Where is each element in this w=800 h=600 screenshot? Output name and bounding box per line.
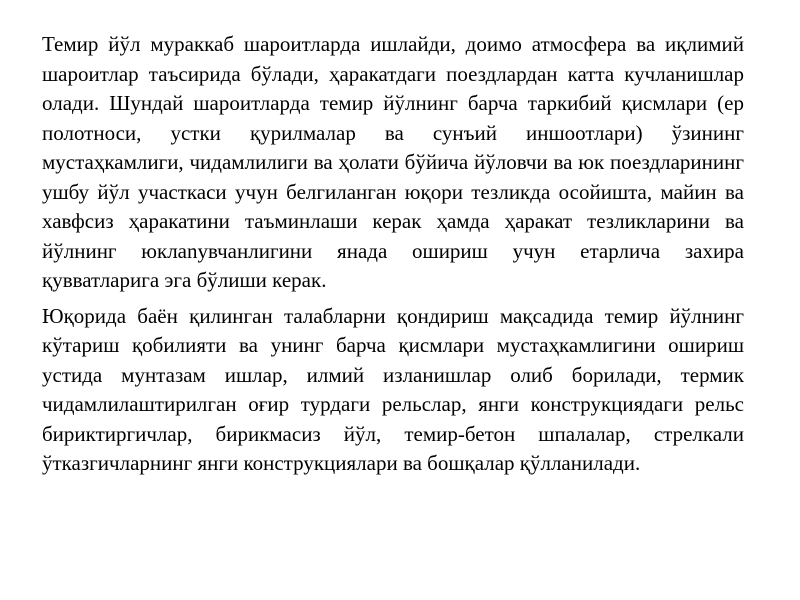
paragraph-2: Юқорида баён қилинган талабларни қондириш мақсадида темир йўлнинг кўтариш қобилияти ва унинг барча қисмлари мустаҳкамлигини ошириш устида мунтазам ишлар, илмий изланишлар олиб борилади, термик чидамлилаштирилган оғир турдаги рельслар, янги конструкциядаги рельс бириктиргичлар, бирикмасиз йўл, темир-бетон шпалалар, стрелкали ўтказгичларнинг янги конструкциялари ва бошқалар қўлланилади.: [42, 303, 744, 475]
paragraph-1: Темир йўл мураккаб шароитларда ишлайди, доимо атмосфера ва иқлимий шароитлар таъсирида бўлади, ҳаракатдаги поездлардан катта кучланишлар олади. Шундай шароитларда темир йўлнинг барча таркибий қисмлари (ер полотноси, устки қурилмалар ва сунъий иншоотлари) ўзининг мустаҳкамлиги, чидамлилиги ва ҳолати бўйича йўловчи ва юк поездларининг ушбу йўл участкаси учун белгиланган юқори тезликда осойишта, майин ва хавфсиз ҳаракатини таъминлаши керак ҳамда ҳаракат тезликларини ва йўлнинг юклanувчанлигини янада ошириш учун етарлича захира қувватларига эга бўлиши керак.: [42, 32, 744, 292]
document-page: [42, 30, 744, 479]
